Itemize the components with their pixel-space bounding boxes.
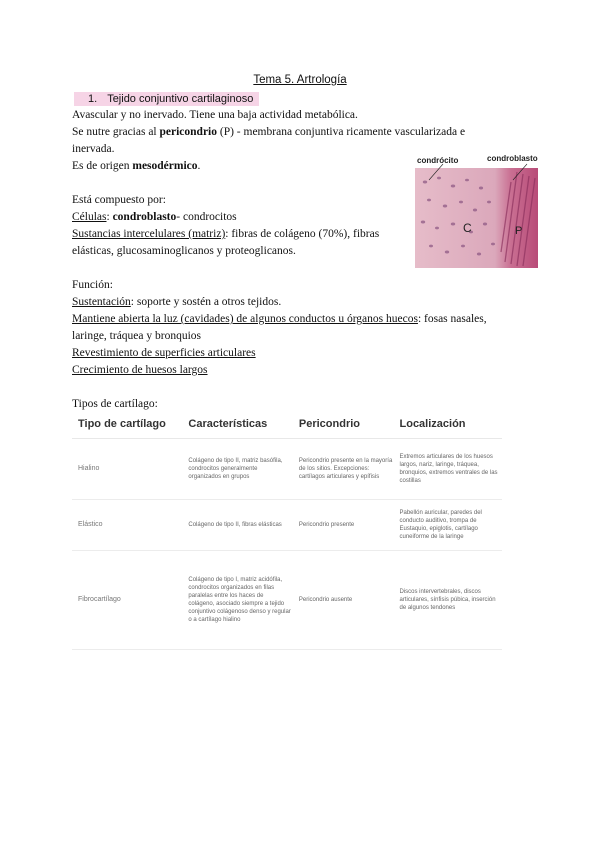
cartilage-micrograph bbox=[415, 152, 538, 268]
cell-tipo: Hialino bbox=[78, 465, 100, 472]
line-origin: Es de origen mesodérmico. bbox=[72, 160, 201, 172]
header-caracteristicas: Características bbox=[188, 418, 268, 430]
cell-pericondrio: Pericondrio presente bbox=[298, 522, 355, 528]
line-matrix: Sustancias intercelulares (matriz): fibras de colágeno (70%), fibras bbox=[72, 228, 380, 240]
line-larynx: laringe, tráquea y bronquios bbox=[72, 330, 202, 342]
table-row bbox=[72, 439, 502, 500]
line-nutrition: Se nutre gracias al pericondrio (P) - membrana conjuntiva ricamente vascularizada e bbox=[72, 126, 466, 138]
table-row bbox=[72, 500, 502, 551]
line-growth: Crecimiento de huesos largos bbox=[72, 364, 208, 376]
header-pericondrio: Pericondrio bbox=[298, 418, 361, 430]
cell-caracteristicas: Colágeno de tipo II, fibras elásticas bbox=[188, 522, 282, 528]
section-heading bbox=[74, 92, 259, 106]
line-fibers: elásticas, glucosaminoglicanos y proteoglicanos. bbox=[72, 245, 296, 257]
cartilage-types-table bbox=[72, 410, 502, 650]
line-inervada: inervada. bbox=[72, 143, 115, 155]
cell-localizacion: Extremos articulares de los huesos largos, nariz, laringe, tráquea, bronquios, extremos ventrales de las costillas bbox=[399, 454, 498, 484]
label-condroblasto: condroblasto bbox=[487, 154, 538, 163]
heading-number: 1. bbox=[88, 93, 98, 105]
line-types: Tipos de cartílago: bbox=[72, 398, 158, 410]
header-localizacion: Localización bbox=[399, 418, 466, 430]
line-avascular: Avascular y no inervado. Tiene una baja actividad metabólica. bbox=[72, 109, 358, 121]
cell-caracteristicas: Colágeno de tipo II, matriz basófila, condrocitos generalmente organizados en grupos bbox=[188, 458, 283, 480]
cell-pericondrio: Pericondrio ausente bbox=[298, 597, 353, 603]
header-tipo: Tipo de cartílago bbox=[78, 418, 166, 430]
cell-pericondrio: Pericondrio presente en la mayoría de los sitios. Excepciones: cartílagos articulares y epífisis bbox=[298, 458, 393, 480]
label-condrocito: condrócito bbox=[417, 156, 459, 165]
line-cells: Células: condroblasto- condrocitos bbox=[72, 211, 237, 223]
page-title: Tema 5. Artrología bbox=[253, 74, 347, 86]
label-p: P bbox=[515, 225, 523, 237]
heading-text: Tejido conjuntivo cartilaginoso bbox=[107, 93, 254, 105]
cell-caracteristicas: Colágeno de tipo I, matriz acidófila, condrocitos organizados en filas paralelas entre los haces de colágeno, asociado siempre a tejido conjuntivo colágenoso denso y regular o a cartílago hialino bbox=[188, 577, 291, 623]
cell-tipo: Fibrocartílago bbox=[78, 596, 121, 603]
table-header-row bbox=[72, 410, 502, 439]
cell-localizacion: Pabellón auricular, paredes del conducto auditivo, trompa de Eustaquio, epiglotis, cartílago cuneiforme de la laringe bbox=[399, 510, 482, 540]
cell-tipo: Elástico bbox=[78, 521, 103, 528]
label-c: C bbox=[463, 221, 472, 235]
line-articular: Revestimiento de superficies articulares bbox=[72, 347, 256, 359]
cell-localizacion: Discos intervertebrales, discos articulares, sínfisis púbica, inserción de algunos tendones bbox=[399, 589, 496, 611]
line-function: Función: bbox=[72, 279, 113, 291]
line-lumen: Mantiene abierta la luz (cavidades) de algunos conductos u órganos huecos: fosas nasales, bbox=[72, 313, 487, 325]
table-row bbox=[72, 551, 502, 650]
line-support: Sustentación: soporte y sostén a otros tejidos. bbox=[72, 296, 282, 308]
line-composition: Está compuesto por: bbox=[72, 194, 166, 206]
